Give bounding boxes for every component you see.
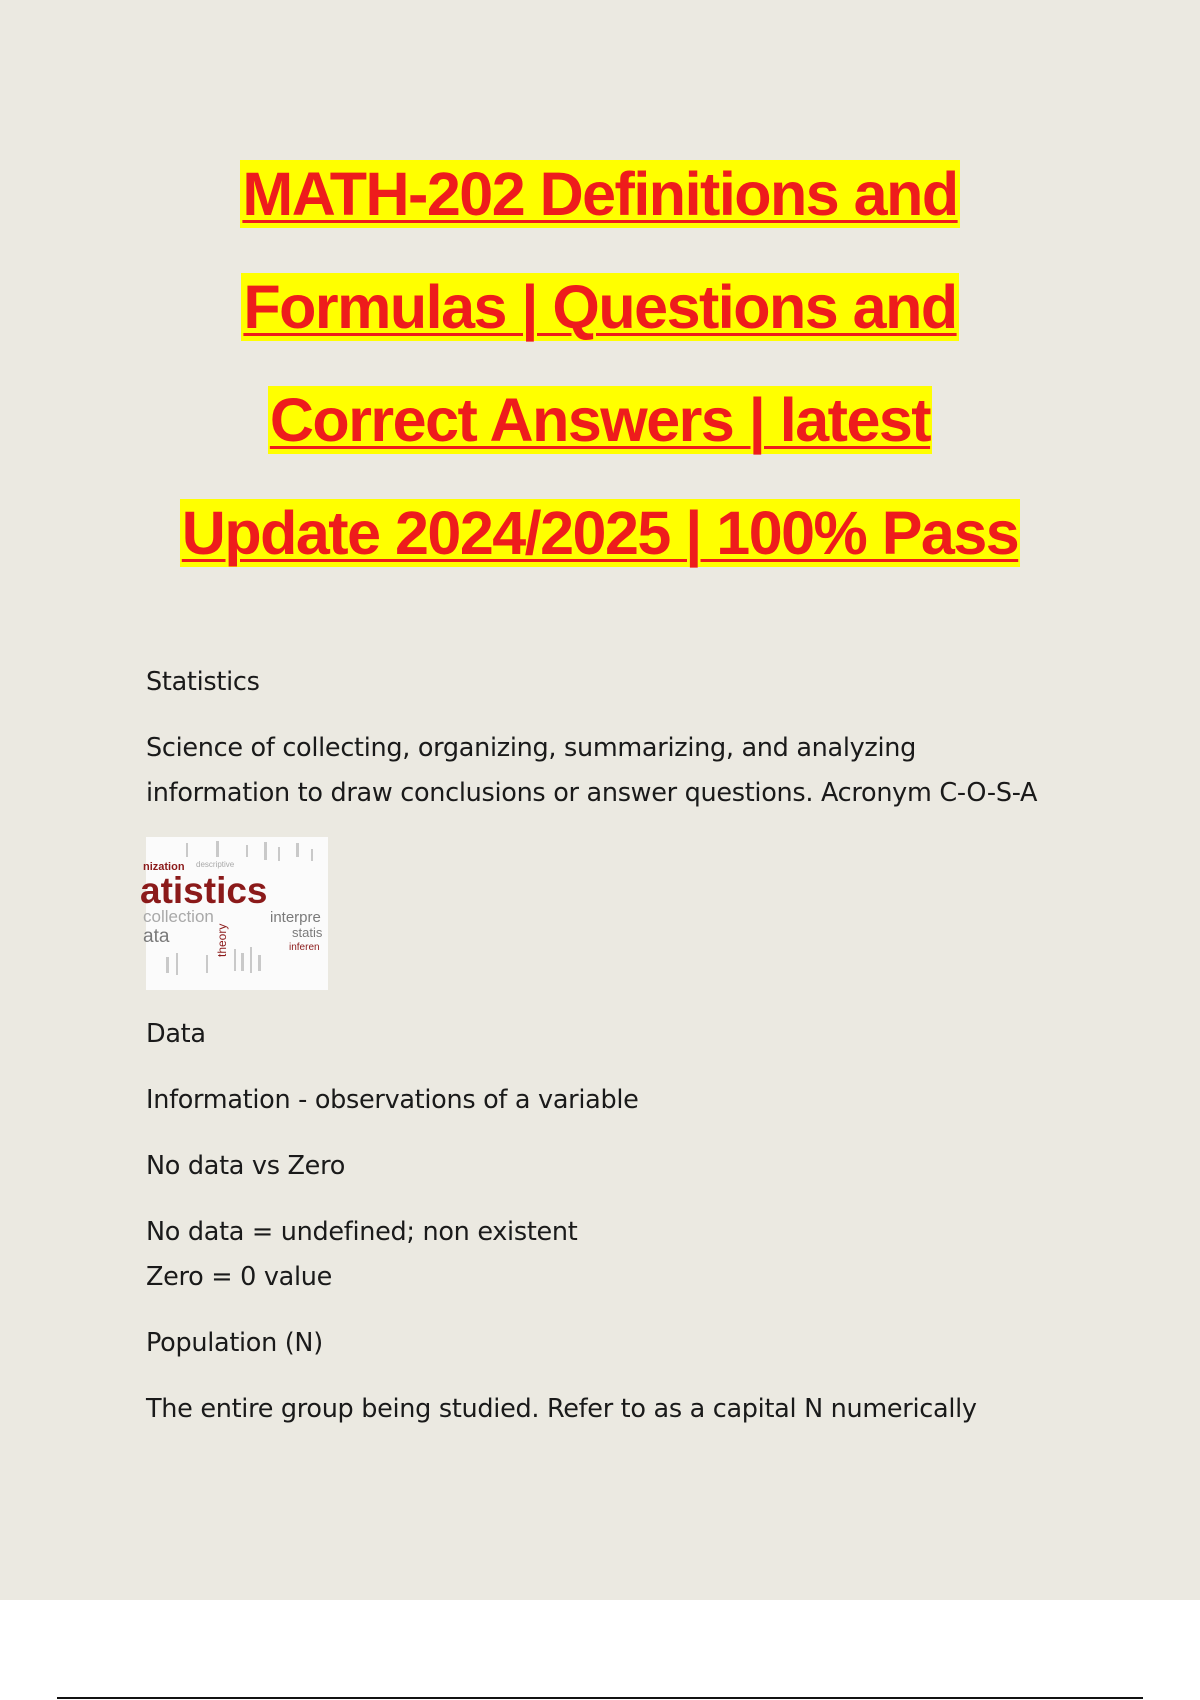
- document-title: [0, 138, 1200, 590]
- word-ata: ata: [143, 926, 170, 947]
- term-statistics: Statistics: [146, 667, 260, 697]
- term-population: Population (N): [146, 1328, 323, 1358]
- document-body: [146, 660, 1106, 1432]
- word-cloud-graphic: [140, 837, 328, 990]
- definition-statistics: [146, 726, 1106, 816]
- term-no-data-vs-zero: No data vs Zero: [146, 1151, 345, 1181]
- definition-no-data-line: No data = undefined; non existent: [146, 1217, 578, 1247]
- title-line-3: Correct Answers | latest: [269, 386, 931, 454]
- title-line-2: Formulas | Questions and: [243, 273, 957, 341]
- word-inferen: inferen: [289, 942, 320, 953]
- footer-divider: [57, 1697, 1143, 1699]
- word-nization: nization: [143, 861, 185, 873]
- definition-population: The entire group being studied. Refer to as a capital N numerically: [146, 1394, 977, 1424]
- word-interpre: interpre: [270, 909, 321, 926]
- word-theory: theory: [215, 923, 229, 957]
- title-line-4: Update 2024/2025 | 100% Pass: [181, 499, 1019, 567]
- definition-no-data-vs-zero: [146, 1210, 1106, 1300]
- definition-data: Information - observations of a variable: [146, 1085, 639, 1115]
- definition-statistics-line-1: Science of collecting, organizing, summarizing, and analyzing: [146, 733, 917, 763]
- definition-statistics-line-2: information to draw conclusions or answer questions. Acronym C-O-S-A: [146, 778, 1038, 808]
- statistics-word-cloud-image: [140, 837, 328, 990]
- word-descriptive: descriptive: [196, 860, 235, 869]
- word-atistics: atistics: [140, 870, 268, 911]
- word-collection: collection: [143, 907, 214, 926]
- title-line-1: MATH-202 Definitions and: [242, 160, 958, 228]
- term-data: Data: [146, 1019, 206, 1049]
- word-statis: statis: [292, 925, 323, 940]
- definition-zero-line: Zero = 0 value: [146, 1262, 333, 1292]
